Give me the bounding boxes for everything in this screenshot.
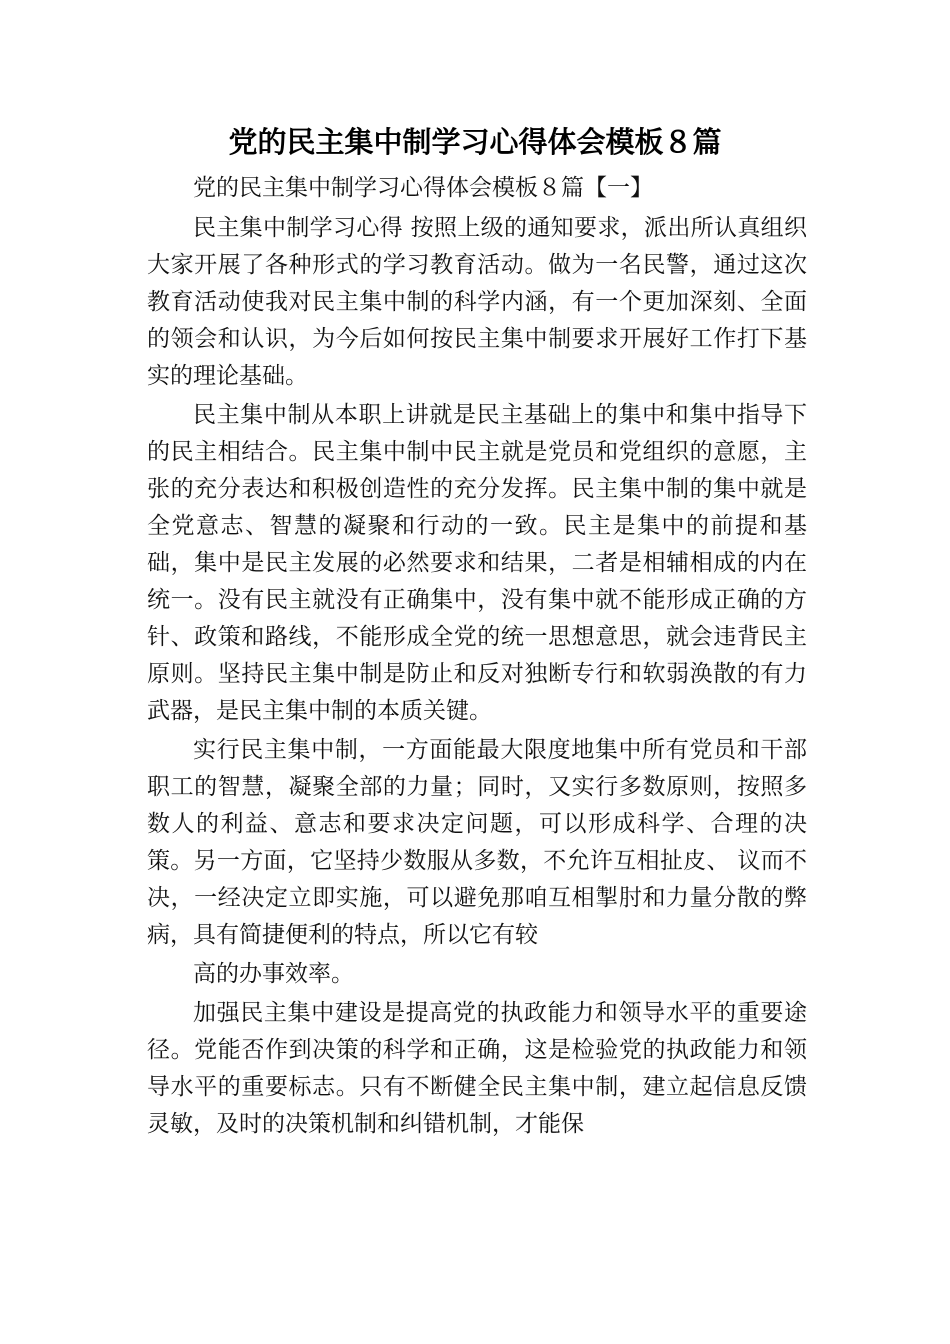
paragraph-2: 民主集中制从本职上讲就是民主基础上的集中和集中指导下的民主相结合。民主集中制中民主就是党员和党组织的意愿，主张的充分表达和积极创造性的充分发挥。民主集中制的集中就是全党意志、智慧的凝聚和行动的一致。民主是集中的前提和基础，集中是民主发展的必然要求和结果，二者是相辅相成的内在统一。没有民主就没有正确集中，没有集中就不能形成正确的方针、政策和路线，不能形成全党的统一思想意思，就会违背民主原则。坚持民主集中制是防止和反对独断专行和软弱涣散的有力武器，是民主集中制的本质关键。	[147, 402, 807, 724]
document-body	[147, 170, 807, 1143]
document-title: 党的民主集中制学习心得体会模板８篇	[228, 125, 722, 159]
paragraph-5: 加强民主集中建设是提高党的执政能力和领导水平的重要途径。党能否作到决策的科学和正确，这是检验党的执政能力和领导水平的重要标志。只有不断健全民主集中制，建立起信息反馈灵敏，及时的决策机制和纠错机制，才能保	[147, 1000, 807, 1137]
section-heading: 党的民主集中制学习心得体会模板８篇【一】	[193, 175, 653, 201]
paragraph-3: 实行民主集中制，一方面能最大限度地集中所有党员和干部职工的智慧，凝聚全部的力量；同时，又实行多数原则，按照多数人的利益、意志和要求决定问题，可以形成科学、合理的决策。另一方面，它坚持少数服从多数，不允许互相扯皮、 议而不决，一经决定立即实施，可以避免那咱互相掣肘和力量分散的弊病，具有简捷便利的特点，所以它有较	[147, 737, 807, 948]
paragraph-1: 民主集中制学习心得 按照上级的通知要求，派出所认真组织大家开展了各种形式的学习教育活动。做为一名民警，通过这次教育活动使我对民主集中制的科学内涵，有一个更加深刻、全面的领会和认识，为今后如何按民主集中制要求开展好工作打下基实的理论基础。	[147, 215, 807, 389]
paragraph-4: 高的办事效率。	[193, 961, 354, 987]
